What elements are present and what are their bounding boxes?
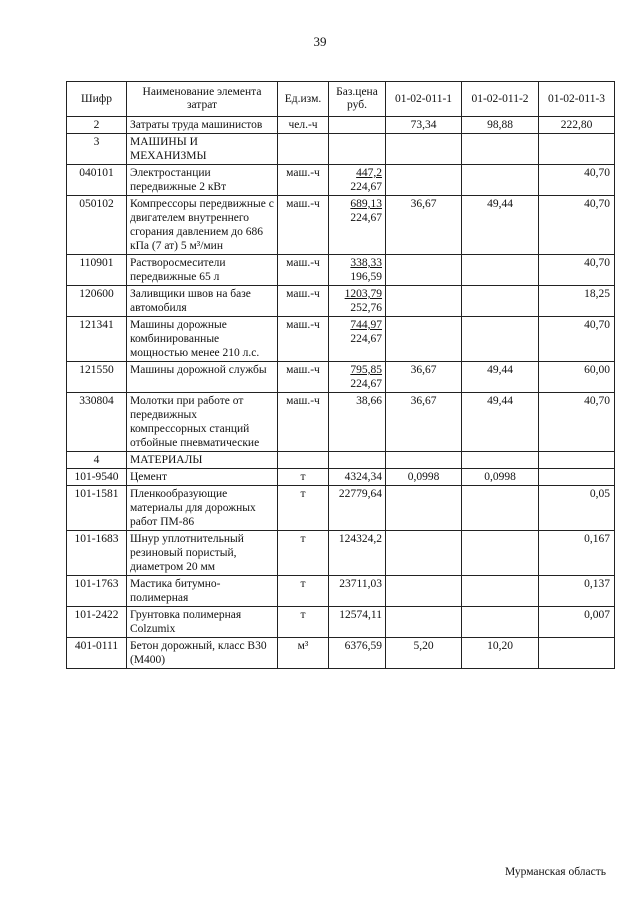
- material-row: [67, 607, 615, 638]
- material-row: [67, 486, 615, 531]
- row-unit: т: [278, 607, 329, 638]
- material-row: [67, 638, 615, 669]
- material-row: [67, 531, 615, 576]
- row-code: 050102: [67, 196, 127, 255]
- row-v3: 0,137: [539, 576, 615, 607]
- row-name: Машины дорожной службы: [127, 362, 278, 393]
- row-unit: м³: [278, 638, 329, 669]
- header-price: Баз.цена руб.: [329, 82, 386, 117]
- row-unit: маш.-ч: [278, 393, 329, 452]
- row-price: [329, 196, 386, 255]
- row-unit: маш.-ч: [278, 317, 329, 362]
- price-wage: 224,67: [350, 181, 382, 193]
- row-v2: [462, 531, 539, 576]
- row-v3: 0,167: [539, 531, 615, 576]
- row-v3: 18,25: [539, 286, 615, 317]
- row-code: 110901: [67, 255, 127, 286]
- row-v2: 0,0998: [462, 469, 539, 486]
- row-name: Грунтовка полимерная Colzumix: [127, 607, 278, 638]
- row-price: 23711,03: [329, 576, 386, 607]
- row-code: 101-9540: [67, 469, 127, 486]
- row-v2: [462, 165, 539, 196]
- row-v2: [462, 576, 539, 607]
- row-price: 6376,59: [329, 638, 386, 669]
- machine-row: [67, 255, 615, 286]
- machine-row: [67, 165, 615, 196]
- row-price: 22779,64: [329, 486, 386, 531]
- section-title: МАТЕРИАЛЫ: [127, 452, 278, 469]
- section-row-machines: [67, 134, 615, 165]
- row-unit: т: [278, 576, 329, 607]
- section-code: 3: [67, 134, 127, 165]
- row-price: [329, 317, 386, 362]
- row-v3: 40,70: [539, 255, 615, 286]
- row-code: 101-1683: [67, 531, 127, 576]
- row-unit: маш.-ч: [278, 196, 329, 255]
- labor-v1: 73,34: [386, 117, 462, 134]
- labor-row: [67, 117, 615, 134]
- row-code: 101-1581: [67, 486, 127, 531]
- row-code: 121341: [67, 317, 127, 362]
- row-name: Заливщики швов на базе автомобиля: [127, 286, 278, 317]
- row-v2: 49,44: [462, 196, 539, 255]
- price-wage: 252,76: [350, 302, 382, 314]
- row-v3: 0,007: [539, 607, 615, 638]
- labor-unit: чел.-ч: [278, 117, 329, 134]
- row-v3: [539, 638, 615, 669]
- row-code: 121550: [67, 362, 127, 393]
- row-v2: 49,44: [462, 362, 539, 393]
- row-v1: 36,67: [386, 196, 462, 255]
- row-v1: [386, 531, 462, 576]
- row-name: Компрессоры передвижные с двигателем внутреннего сгорания давлением до 686 кПа (7 ат) 5 м³/мин: [127, 196, 278, 255]
- page-number: 39: [313, 34, 327, 49]
- machine-row: [67, 317, 615, 362]
- row-code: 330804: [67, 393, 127, 452]
- row-name: Пленкообразующие материалы для дорожных работ ПМ-86: [127, 486, 278, 531]
- row-price: [329, 286, 386, 317]
- row-v3: 40,70: [539, 196, 615, 255]
- row-v1: [386, 607, 462, 638]
- row-code: 040101: [67, 165, 127, 196]
- price-current: 1203,79: [344, 288, 382, 300]
- cost-table: [66, 81, 615, 669]
- labor-price: [329, 117, 386, 134]
- labor-code: 2: [67, 117, 127, 134]
- row-name: Растворосмесители передвижные 65 л: [127, 255, 278, 286]
- row-v3: 40,70: [539, 393, 615, 452]
- price-current: 744,97: [350, 319, 382, 331]
- row-v3: 40,70: [539, 165, 615, 196]
- row-price: [329, 362, 386, 393]
- row-v1: [386, 486, 462, 531]
- price-wage: 224,67: [350, 212, 382, 224]
- row-v2: [462, 607, 539, 638]
- price-wage: 196,59: [350, 271, 382, 283]
- machine-row: [67, 286, 615, 317]
- row-unit: маш.-ч: [278, 286, 329, 317]
- row-name: Бетон дорожный, класс В30 (М400): [127, 638, 278, 669]
- labor-name: Затраты труда машинистов: [127, 117, 278, 134]
- row-name: Электростанции передвижные 2 кВт: [127, 165, 278, 196]
- row-price: [329, 165, 386, 196]
- row-v3: 40,70: [539, 317, 615, 362]
- machine-row: [67, 362, 615, 393]
- row-name: Цемент: [127, 469, 278, 486]
- row-name: Шнур уплотнительный резиновый пористый, диаметром 20 мм: [127, 531, 278, 576]
- row-v1: 5,20: [386, 638, 462, 669]
- row-v2: 10,20: [462, 638, 539, 669]
- price-wage: 224,67: [350, 333, 382, 345]
- row-unit: маш.-ч: [278, 165, 329, 196]
- row-name: Машины дорожные комбинированные мощностью менее 210 л.с.: [127, 317, 278, 362]
- row-v2: [462, 486, 539, 531]
- row-unit: маш.-ч: [278, 255, 329, 286]
- material-row: [67, 469, 615, 486]
- row-price: 124324,2: [329, 531, 386, 576]
- price-current: 795,85: [350, 364, 382, 376]
- row-v2: [462, 286, 539, 317]
- machine-row: [67, 393, 615, 452]
- price-current: 447,2: [356, 167, 382, 179]
- section-row-materials: [67, 452, 615, 469]
- footer-region: Мурманская область: [504, 866, 606, 878]
- price-wage: 224,67: [350, 378, 382, 390]
- material-row: [67, 576, 615, 607]
- row-code: 101-1763: [67, 576, 127, 607]
- row-price: [329, 393, 386, 452]
- row-name: Мастика битумно-полимерная: [127, 576, 278, 607]
- price-current: 38,66: [356, 395, 382, 407]
- header-unit: Ед.изм.: [278, 82, 329, 117]
- price-current: 689,13: [350, 198, 382, 210]
- row-v2: [462, 255, 539, 286]
- row-v3: 60,00: [539, 362, 615, 393]
- header-col3: 01-02-011-3: [539, 82, 615, 117]
- row-unit: т: [278, 531, 329, 576]
- row-v1: [386, 286, 462, 317]
- row-price: [329, 255, 386, 286]
- section-title: МАШИНЫ И МЕХАНИЗМЫ: [127, 134, 278, 165]
- row-v1: [386, 317, 462, 362]
- row-unit: маш.-ч: [278, 362, 329, 393]
- header-name: Наименование элемента затрат: [127, 82, 278, 117]
- table-header-row: [67, 82, 615, 117]
- header-code: Шифр: [67, 82, 127, 117]
- row-v1: 36,67: [386, 393, 462, 452]
- row-v1: [386, 165, 462, 196]
- row-price: 4324,34: [329, 469, 386, 486]
- row-v1: 36,67: [386, 362, 462, 393]
- row-v1: [386, 255, 462, 286]
- row-code: 101-2422: [67, 607, 127, 638]
- labor-v3: 222,80: [539, 117, 615, 134]
- section-code: 4: [67, 452, 127, 469]
- row-v3: 0,05: [539, 486, 615, 531]
- row-v3: [539, 469, 615, 486]
- row-name: Молотки при работе от передвижных компрессорных станций отбойные пневматические: [127, 393, 278, 452]
- row-v1: [386, 576, 462, 607]
- machine-row: [67, 196, 615, 255]
- header-col2: 01-02-011-2: [462, 82, 539, 117]
- labor-v2: 98,88: [462, 117, 539, 134]
- header-col1: 01-02-011-1: [386, 82, 462, 117]
- row-unit: т: [278, 486, 329, 531]
- row-unit: т: [278, 469, 329, 486]
- row-price: 12574,11: [329, 607, 386, 638]
- price-current: 338,33: [350, 257, 382, 269]
- row-code: 401-0111: [67, 638, 127, 669]
- row-code: 120600: [67, 286, 127, 317]
- row-v2: [462, 317, 539, 362]
- row-v2: 49,44: [462, 393, 539, 452]
- row-v1: 0,0998: [386, 469, 462, 486]
